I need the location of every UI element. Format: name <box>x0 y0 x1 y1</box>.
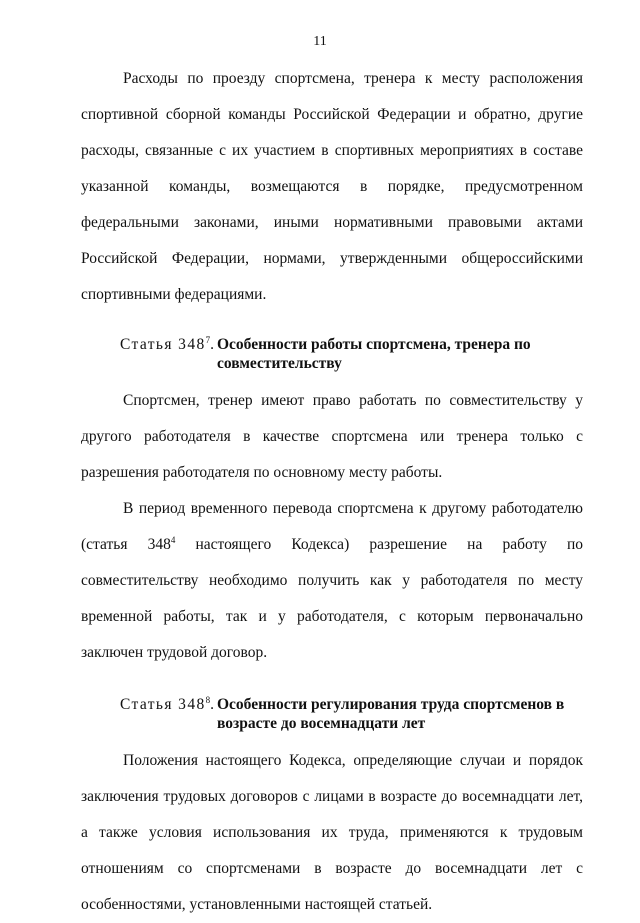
article-348-8-heading <box>81 695 583 733</box>
paragraph-text-after-ref: настоящего Кодекса) разрешение на работу по совместительству необходимо получить как у работодателя по месту временной работы, так и у работодателя, с которым первоначально заключен трудовой договор. <box>81 536 583 661</box>
article-label-text: Статья 348 <box>120 696 206 713</box>
paragraph-minors-provisions: Положения настоящего Кодекса, определяющие случаи и порядок заключения трудовых договоров с лицами в возрасте до восемнадцати лет, а также условия использования их труда, применяются к трудовым отношениям со спортсменами в возрасте до восемнадцати лет с особенностями, установленными настоящей статьей. <box>81 752 583 913</box>
article-348-7-number <box>120 335 214 354</box>
article-348-7-heading <box>81 335 583 373</box>
article-superscript: 7 <box>205 335 211 345</box>
document-body <box>81 61 583 923</box>
article-superscript: 8 <box>205 695 211 705</box>
paragraph-text-before-ref: В период временного перевода спортсмена к другому работодателю (статья 348 <box>81 500 583 553</box>
article-348-7-title: Особенности работы спортсмена, тренера по совместительству <box>217 336 531 372</box>
paragraph-temporary-transfer <box>81 491 583 671</box>
article-348-8-title: Особенности регулирования труда спортсменов в возрасте до восемнадцати лет <box>217 696 565 732</box>
page-number: 11 <box>313 34 327 49</box>
reference-superscript: 4 <box>170 535 176 545</box>
paragraph-travel-expenses: Расходы по проезду спортсмена, тренера к месту расположения спортивной сборной команды Российской Федерации и обратно, другие расходы, связанные с их участием в спортивных мероприятиях в составе указанной команды, возмещаются в порядке, предусмотренном федеральными законами, иными нормативными правовыми актами Российской Федерации, нормами, утвержденными общероссийскими спортивными федерациями. <box>81 70 583 303</box>
paragraph-part-time-right: Спортсмен, тренер имеют право работать по совместительству у другого работодателя в качестве спортсмена или тренера только с разрешения работодателя по основному месту работы. <box>81 392 583 481</box>
article-dot: . <box>210 696 214 713</box>
article-label-text: Статья 348 <box>120 336 206 353</box>
article-dot: . <box>210 336 214 353</box>
article-348-8-number <box>120 695 214 714</box>
